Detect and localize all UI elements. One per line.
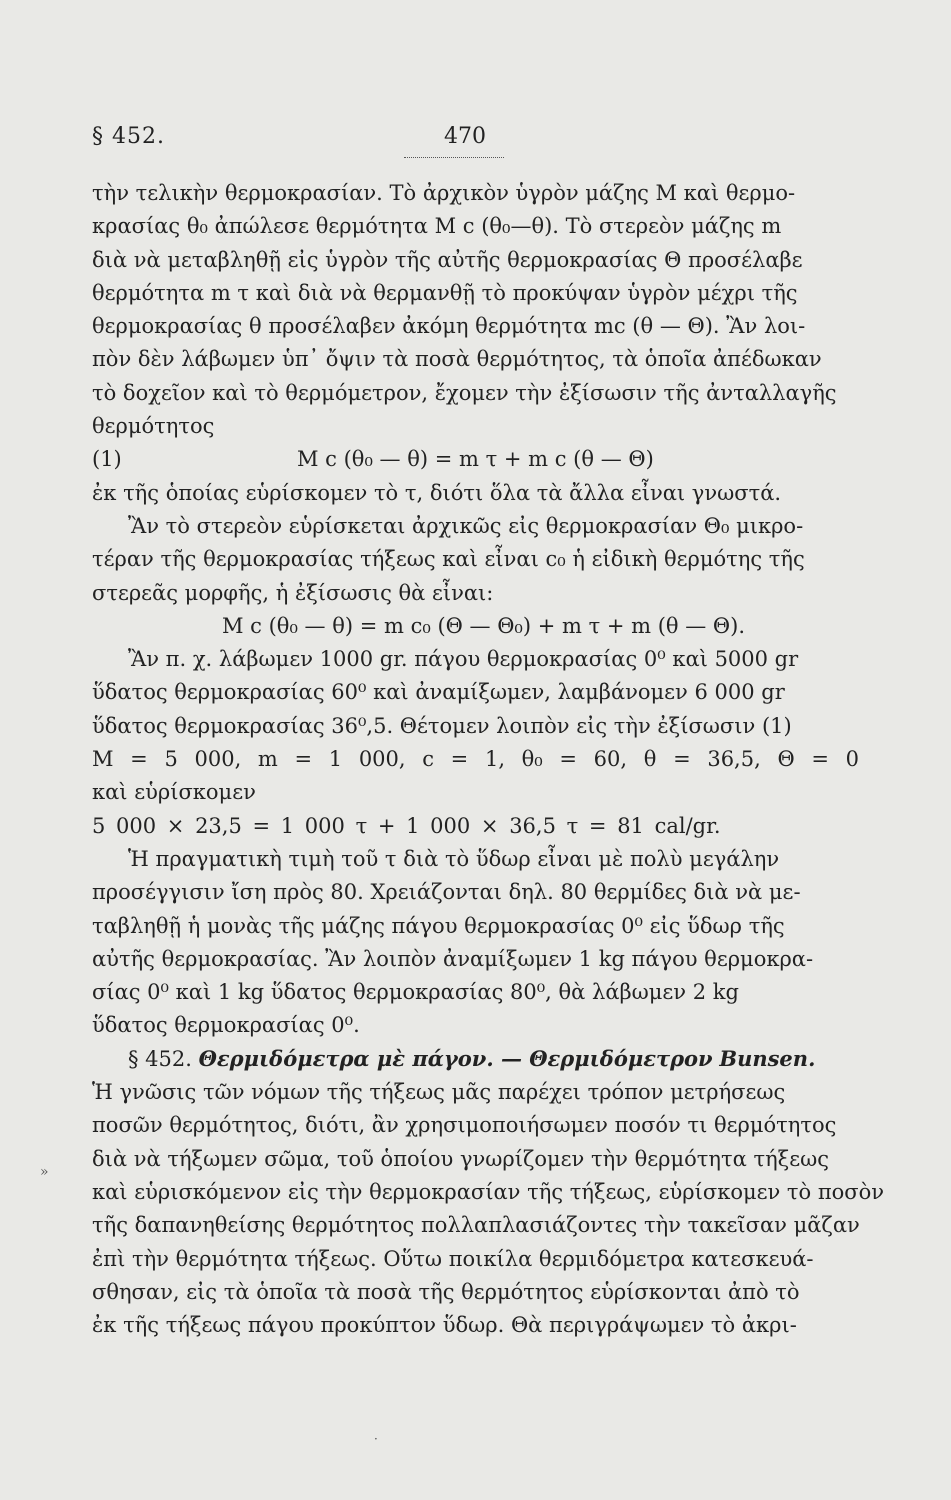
text-line: ἐκ τῆς ὁποίας εὑρίσκομεν τὸ τ, διότι ὅλα τὰ ἄλλα εἶναι γνωστά. xyxy=(92,480,782,505)
text-line: διὰ νὰ μεταβληθῇ εἰς ὑγρὸν τῆς αὐτῆς θερμοκρασίας Θ προσέλαβε xyxy=(92,247,803,272)
text-line: Ἡ γνῶσις τῶν νόμων τῆς τήξεως μᾶς παρέχει τρόπον μετρήσεως xyxy=(92,1080,786,1105)
text-line: σθησαν, εἰς τὰ ὁποῖα τὰ ποσὰ τῆς θερμότητος εὑρίσκονται ἀπὸ τὸ xyxy=(92,1279,800,1304)
result-line: 5 000 × 23,5 = 1 000 τ + 1 000 × 36,5 τ = 81 cal/gr. xyxy=(92,813,721,838)
text-line: τέραν τῆς θερμοκρασίας τήξεως καὶ εἶναι c₀ ἡ εἰδικὴ θερμότης τῆς xyxy=(92,547,805,572)
values-line: M = 5 000, m = 1 000, c = 1, θ₀ = 60, θ = 36,5, Θ = 0 xyxy=(92,747,859,772)
paragraph-start: Ἡ πραγματικὴ τιμὴ τοῦ τ διὰ τὸ ὕδωρ εἶναι μὲ πολὺ μεγάλην xyxy=(128,846,780,871)
text-line: ταβληθῇ ἡ μονὰς τῆς μάζης πάγου θερμοκρασίας 0⁰ εἰς ὕδωρ τῆς xyxy=(92,913,785,938)
equation-1 xyxy=(92,446,862,472)
equation-2: M c (θ₀ — θ) = m c₀ (Θ — Θ₀) + m τ + m (θ — Θ). xyxy=(222,613,745,638)
paragraph-start: Ἂν π. χ. λάβωμεν 1000 gr. πάγου θερμοκρασίας 0⁰ καὶ 5000 gr xyxy=(128,647,799,672)
text-line: ὕδατος θερμοκρασίας 36⁰,5. Θέτομεν λοιπὸν εἰς τὴν ἐξίσωσιν (1) xyxy=(92,713,792,738)
text-line: σίας 0⁰ καὶ 1 kg ὕδατος θερμοκρασίας 80⁰, θὰ λάβωμεν 2 kg xyxy=(92,980,739,1005)
bottom-mark: · xyxy=(374,1432,378,1446)
text-line: πὸν δὲν λάβωμεν ὑπ᾽ ὄψιν τὰ ποσὰ θερμότητος, τὰ ὁποῖα ἀπέδωκαν xyxy=(92,347,822,372)
page-body xyxy=(92,180,885,1345)
text-line: τῆς δαπανηθείσης θερμότητος πολλαπλασιάζοντες τὴν τακεῖσαν μᾶζαν xyxy=(92,1213,860,1238)
equation-text: M c (θ₀ — θ) = m τ + m c (θ — Θ) xyxy=(297,447,654,472)
text-line: ὕδατος θερμοκρασίας 60⁰ καὶ ἀναμίξωμεν, λαμβάνομεν 6 000 gr xyxy=(92,680,785,705)
text-line: αὐτῆς θερμοκρασίας. Ἂν λοιπὸν ἀναμίξωμεν 1 kg πάγου θερμοκρα- xyxy=(92,946,814,971)
text-line: τὸ δοχεῖον καὶ τὸ θερμόμετρον, ἔχομεν τὴν ἐξίσωσιν τῆς ἀνταλλαγῆς xyxy=(92,380,837,405)
equation-label: (1) xyxy=(92,447,122,472)
page-number: 470 xyxy=(444,124,486,149)
text-line: θερμότητα m τ καὶ διὰ νὰ θερμανθῇ τὸ προκύψαν ὑγρὸν μέχρι τῆς xyxy=(92,280,798,305)
text-line: τὴν τελικὴν θερμοκρασίαν. Τὸ ἀρχικὸν ὑγρὸν μάζης M καὶ θερμο- xyxy=(92,181,796,205)
text-line: προσέγγισιν ἴση πρὸς 80. Χρειάζονται δηλ. 80 θερμίδες διὰ νὰ με- xyxy=(92,880,801,905)
section-heading xyxy=(92,1046,862,1072)
text-line: ποσῶν θερμότητος, διότι, ἂν χρησιμοποιήσωμεν ποσόν τι θερμότητος xyxy=(92,1113,837,1138)
text-line: διὰ νὰ τήξωμεν σῶμα, τοῦ ὁποίου γνωρίζομεν τὴν θερμότητα τήξεως xyxy=(92,1146,829,1171)
text-line: ἐκ τῆς τήξεως πάγου προκύπτον ὕδωρ. Θὰ περιγράψωμεν τὸ ἀκρι- xyxy=(92,1313,797,1338)
text-line: θερμοκρασίας θ προσέλαβεν ἀκόμη θερμότητα mc (θ — Θ). Ἂν λοι- xyxy=(92,314,806,339)
text-line: θερμότητος xyxy=(92,414,215,439)
paragraph-start: Ἂν τὸ στερεὸν εὑρίσκεται ἀρχικῶς εἰς θερμοκρασίαν Θ₀ μικρο- xyxy=(128,513,804,538)
header-rule xyxy=(404,157,504,158)
text-line: στερεᾶς μορφῆς, ἡ ἐξίσωσις θὰ εἶναι: xyxy=(92,580,494,605)
page-header xyxy=(92,124,862,164)
text-line: ἐπὶ τὴν θερμότητα τήξεως. Οὕτω ποικίλα θερμιδόμετρα κατεσκευά- xyxy=(92,1246,814,1271)
section-heading-name: Bunsen. xyxy=(719,1045,816,1071)
section-heading-number: § 452. xyxy=(128,1046,192,1071)
text-line: καὶ εὑρισκόμενον εἰς τὴν θερμοκρασίαν τῆς τήξεως, εὑρίσκομεν τὸ ποσὸν xyxy=(92,1179,885,1204)
margin-mark: » xyxy=(40,1164,49,1180)
text-line: καὶ εὑρίσκομεν xyxy=(92,780,256,805)
section-heading-title: Θερμιδόμετρα μὲ πάγον. — Θερμιδόμετρον xyxy=(198,1045,713,1071)
section-number: § 452. xyxy=(92,124,165,149)
text-line: ὕδατος θερμοκρασίας 0⁰. xyxy=(92,1013,360,1038)
text-line: κρασίας θ₀ ἀπώλεσε θερμότητα M c (θ₀—θ). Τὸ στερεὸν μάζης m xyxy=(92,214,782,239)
